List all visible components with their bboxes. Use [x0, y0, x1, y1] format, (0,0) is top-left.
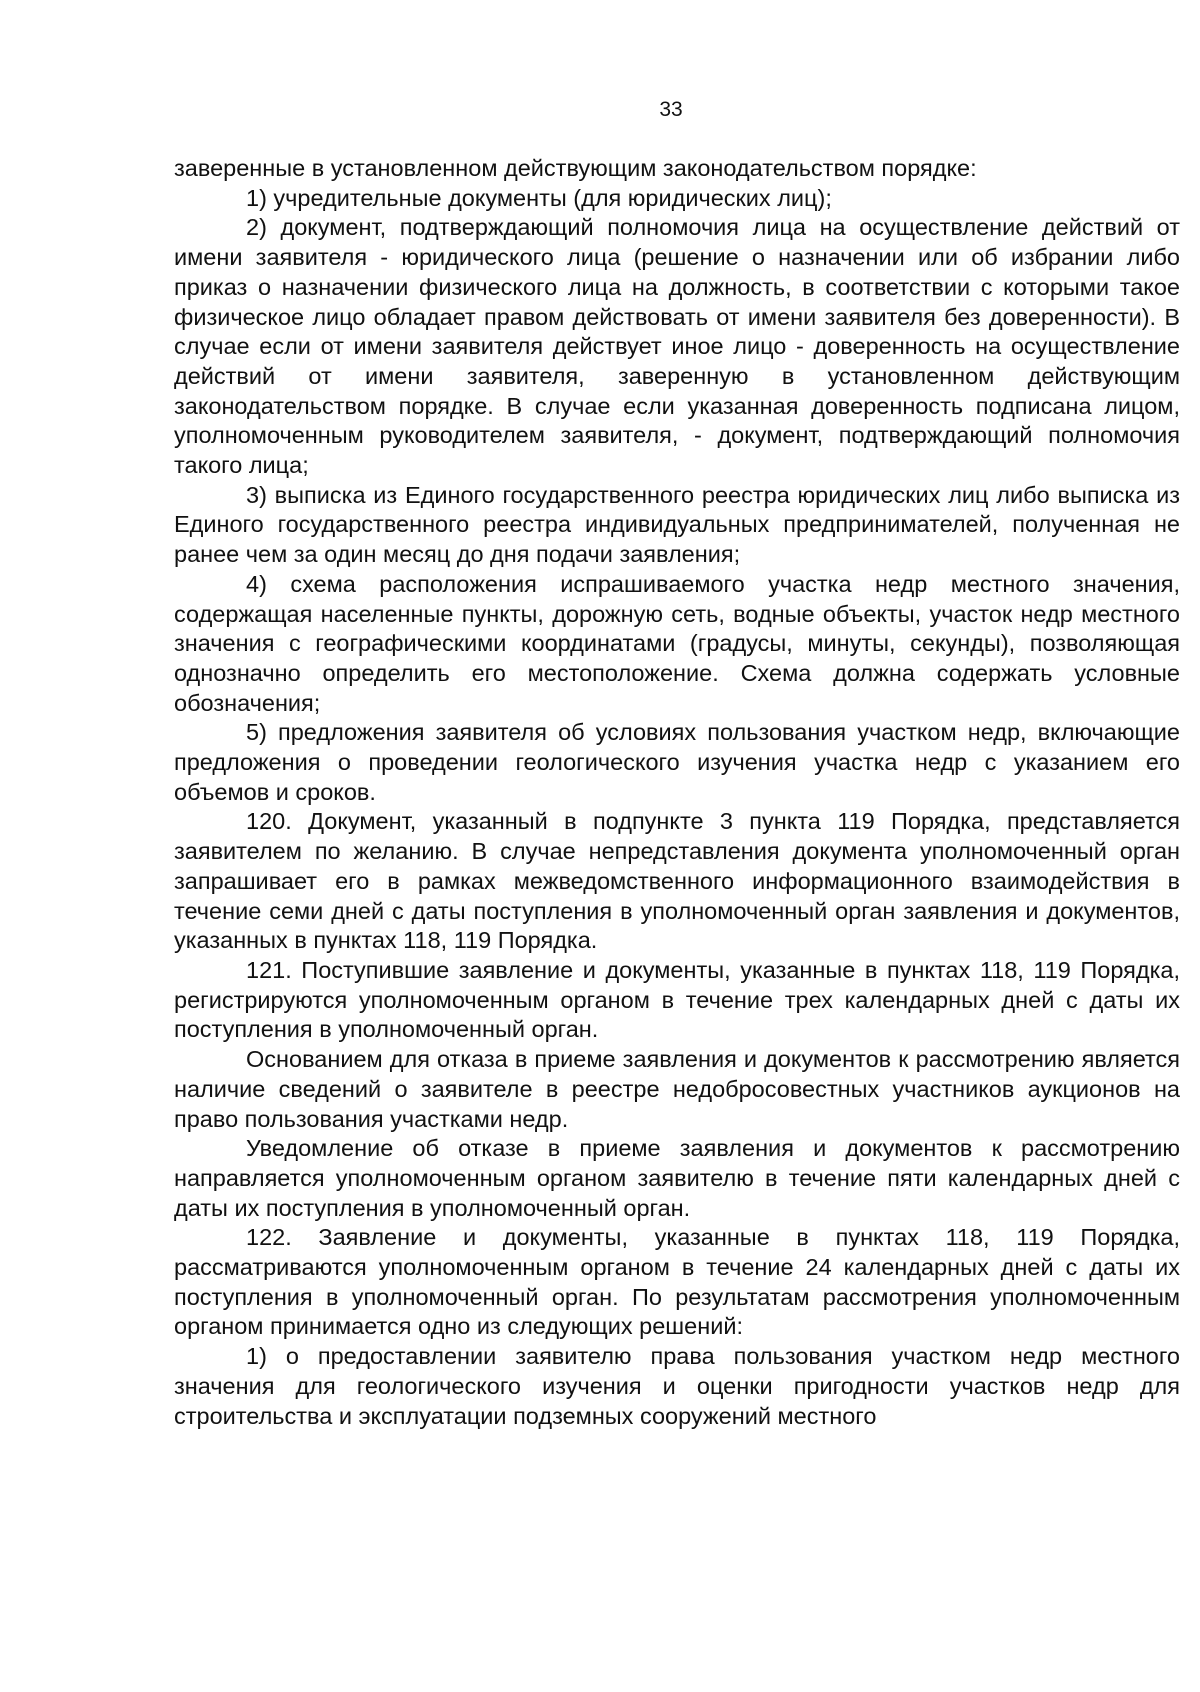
document-body	[174, 154, 1180, 1431]
paragraph-121: 121. Поступившие заявление и документы, указанные в пунктах 118, 119 Порядка, регистрируются уполномоченным органом в течение трех календарных дней с даты их поступления в уполномоченный орган.	[174, 956, 1180, 1043]
paragraph-refusal-notice: Уведомление об отказе в приеме заявления и документов к рассмотрению направляется уполномоченным органом заявителю в течение пяти календарных дней с даты их поступления в уполномоченный орган.	[174, 1135, 1180, 1221]
paragraph-refusal-grounds: Основанием для отказа в приеме заявления и документов к рассмотрению является наличие сведений о заявителе в реестре недобросовестных участников аукционов на право пользования участками недр.	[174, 1046, 1180, 1132]
paragraph-item-3: 3) выписка из Единого государственного реестра юридических лиц либо выписка из Единого государственного реестра индивидуальных предпринимателей, полученная не ранее чем за один месяц до дня подачи заявления;	[174, 481, 1180, 568]
paragraph-item-5: 5) предложения заявителя об условиях пользования участком недр, включающие предложения о проведении геологического изучения участка недр с указанием его объемов и сроков.	[174, 719, 1180, 805]
paragraph-intro: заверенные в установленном действующим законодательством порядке:	[174, 155, 977, 181]
paragraph-122: 122. Заявление и документы, указанные в пунктах 118, 119 Порядка, рассматриваются уполномоченным органом в течение 24 календарных дней с даты их поступления в уполномоченный орган. По результатам рассмотрения уполномоченным органом принимается одно из следующих решений:	[174, 1224, 1180, 1340]
paragraph-item-4: 4) схема расположения испрашиваемого участка недр местного значения, содержащая населенные пункты, дорожную сеть, водные объекты, участок недр местного значения с географическими координатами (градусы, минуты, секунды), позволяющая однозначно определить его местоположение. Схема должна содержать условные обозначения;	[174, 570, 1180, 716]
paragraph-122-item-1: 1) о предоставлении заявителю права пользования участком недр местного значения для геологического изучения и оценки пригодности участков недр для строительства и эксплуатации подземных сооружений местного	[174, 1343, 1180, 1429]
page-number: 33	[659, 98, 683, 121]
paragraph-item-2: 2) документ, подтверждающий полномочия лица на осуществление действий от имени заявителя - юридического лица (решение о назначении или об избрании либо приказ о назначении физического лица на должность, в соответствии с которыми такое физическое лицо обладает правом действовать от имени заявителя без доверенности). В случае если от имени заявителя действует иное лицо - доверенность на осуществление действий от имени заявителя, заверенную в установленном действующим законодательством порядке. В случае если указанная доверенность подписана лицом, уполномоченным руководителем заявителя, - документ, подтверждающий полномочия такого лица;	[174, 214, 1180, 479]
paragraph-item-1: 1) учредительные документы (для юридических лиц);	[246, 184, 832, 211]
paragraph-120: 120. Документ, указанный в подпункте 3 пункта 119 Порядка, представляется заявителем по желанию. В случае непредставления документа уполномоченный орган запрашивает его в рамках межведомственного информационного взаимодействия в течение семи дней с даты поступления в уполномоченный орган заявления и документов, указанных в пунктах 118, 119 Порядка.	[174, 808, 1180, 954]
